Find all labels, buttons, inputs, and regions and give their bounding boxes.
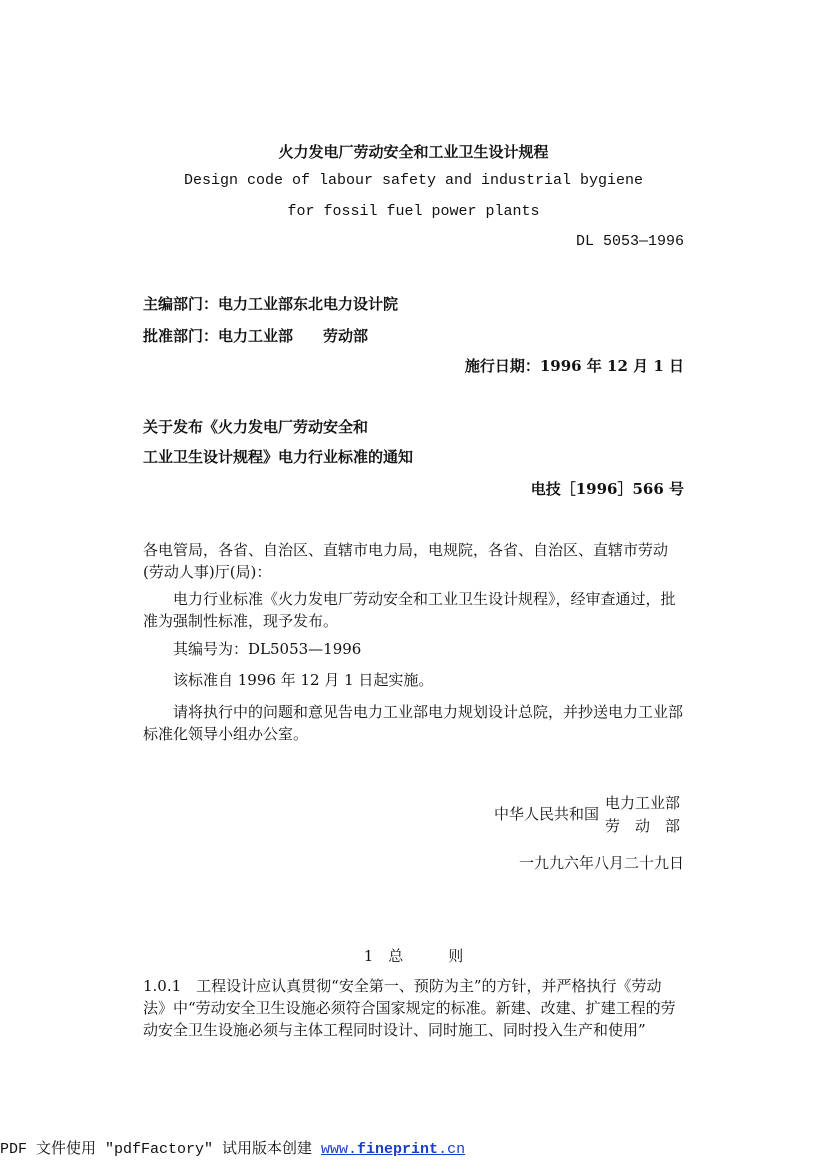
recipients: 各电管局，各省、自治区、直辖市电力局，电规院，各省、自治区、直辖市劳动(劳动人事)厅(局)： <box>143 541 669 581</box>
notice-title-line2: 工业卫生设计规程》电力行业标准的通知 <box>143 448 414 466</box>
footer-link-post: .cn <box>438 1141 466 1158</box>
footer-link-bold: fineprint <box>357 1141 439 1158</box>
paragraph-approval: 电力行业标准《火力发电厂劳动安全和工业卫生设计规程》，经审查通过，批准为强制性标准，现予发布。 <box>143 590 676 630</box>
chapter-heading: 1 总 则 <box>363 947 464 965</box>
footer-link-pre: www. <box>321 1141 358 1158</box>
notice-title-line1: 关于发布《火力发电厂劳动安全和 <box>143 418 369 436</box>
footer-link[interactable] <box>321 1141 465 1158</box>
signature-date: 一九九六年八月二十九日 <box>518 854 684 872</box>
paragraph-implementation: 该标准自 1996 年 12 月 1 日起实施。 <box>173 671 434 689</box>
approver-dept: 批准部门：电力工业部 劳动部 <box>143 327 369 345</box>
editor-dept: 主编部门：电力工业部东北电力设计院 <box>143 295 399 313</box>
clause-1-0-1: 1.0.1 工程设计应认真贯彻“安全第一、预防为主”的方针，并严格执行《劳动法》中“劳动安全卫生设施必须符合国家规定的标准。新建、改建、扩建工程的劳动安全卫生设施必须与主体工程同时设计、同时施工、同时投入生产和使用” <box>143 977 676 1039</box>
signature-ministry-labour: 劳 动 部 <box>605 817 681 835</box>
title-en-line2: for fossil fuel power plants <box>287 203 540 220</box>
title-en-line1: Design code of labour safety and industrial bygiene <box>183 172 644 189</box>
paragraph-number: 其编号为：DL5053—1996 <box>173 640 362 658</box>
document-number: 电技［1996］566 号 <box>530 480 684 498</box>
standard-code: DL 5053—1996 <box>575 233 684 250</box>
signature-ministry-power: 电力工业部 <box>605 794 681 812</box>
signature-country: 中华人民共和国 <box>494 805 600 823</box>
effective-date: 施行日期：1996 年 12 月 1 日 <box>464 357 684 375</box>
footer-text: PDF 文件使用 "pdfFactory" 试用版本创建 <box>0 1141 322 1158</box>
pdf-footer <box>0 1137 465 1158</box>
paragraph-feedback: 请将执行中的问题和意见告电力工业部电力规划设计总院，并抄送电力工业部标准化领导小组办公室。 <box>143 703 684 743</box>
title-cn: 火力发电厂劳动安全和工业卫生设计规程 <box>278 143 549 161</box>
